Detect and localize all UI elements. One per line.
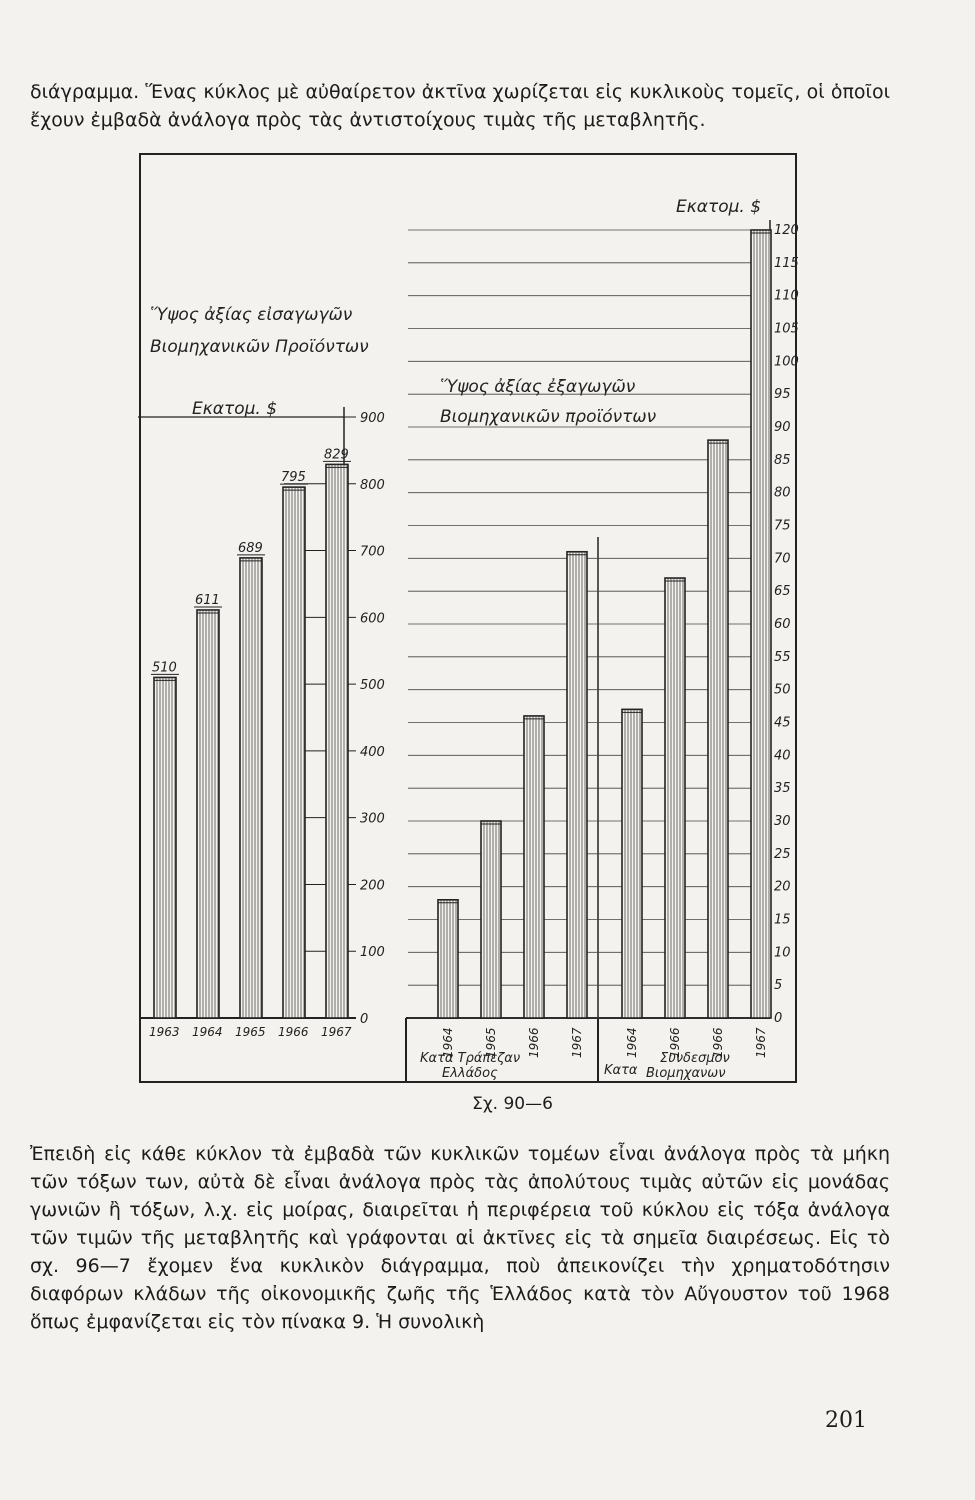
group-label-assoc-line-2: Συνδεσμον bbox=[660, 1051, 730, 1066]
import-title-line-2: Βιομηχανικῶν Προϊόντων bbox=[150, 337, 369, 357]
import-y-tick-label: 300 bbox=[360, 811, 385, 827]
export-bar bbox=[481, 821, 501, 1018]
export-y-tick-label: 40 bbox=[774, 748, 791, 764]
export-year-label: 1964 bbox=[625, 1027, 639, 1058]
import-y-tick-label: 200 bbox=[360, 878, 385, 894]
export-title-line-2: Βιομηχανικῶν προϊόντων bbox=[440, 407, 657, 427]
import-y-tick-label: 100 bbox=[360, 945, 385, 961]
export-y-tick-label: 20 bbox=[774, 879, 791, 895]
import-bar-value-label: 829 bbox=[324, 447, 349, 463]
import-bar bbox=[326, 464, 348, 1018]
import-year-label: 1967 bbox=[321, 1025, 352, 1039]
export-y-tick-label: 45 bbox=[774, 715, 791, 731]
figure-frame bbox=[140, 154, 796, 1082]
import-y-tick-label: 900 bbox=[360, 411, 385, 426]
export-unit-label: Εκατομ. $ bbox=[676, 197, 762, 217]
group-label-bank-line-1: Κατα Τράπεζαν bbox=[420, 1051, 521, 1066]
export-year-label: 1967 bbox=[754, 1027, 768, 1058]
import-y-tick-label: 0 bbox=[360, 1012, 369, 1027]
export-year-label: 1966 bbox=[527, 1027, 541, 1058]
export-y-tick-label: 30 bbox=[774, 814, 791, 829]
export-y-tick-label: 75 bbox=[774, 518, 791, 534]
export-bar bbox=[622, 709, 642, 1018]
export-bar bbox=[524, 716, 544, 1018]
export-year-label: 1967 bbox=[570, 1027, 584, 1058]
import-bar bbox=[240, 558, 262, 1018]
import-y-tick-label: 400 bbox=[360, 744, 385, 760]
import-y-tick-label: 600 bbox=[360, 611, 385, 627]
export-y-tick-label: 85 bbox=[774, 452, 791, 468]
export-bar bbox=[438, 900, 458, 1018]
export-y-tick-label: 105 bbox=[774, 321, 799, 337]
export-year-label: 1966 bbox=[711, 1027, 725, 1058]
import-year-label: 1965 bbox=[235, 1025, 266, 1039]
export-y-tick-label: 80 bbox=[774, 485, 791, 501]
import-bar bbox=[197, 610, 219, 1018]
group-label-assoc-line-3: Βιομηχανων bbox=[646, 1066, 726, 1081]
bar-chart-figure bbox=[138, 152, 838, 1091]
export-bar bbox=[751, 230, 771, 1018]
export-y-tick-label: 5 bbox=[774, 978, 783, 994]
export-y-tick-label: 15 bbox=[774, 912, 791, 928]
export-title-line-1: Ὕψος ἀξίας ἐξαγωγῶν bbox=[440, 377, 636, 397]
export-y-tick-label: 115 bbox=[774, 255, 799, 271]
export-y-tick-label: 95 bbox=[774, 387, 791, 403]
import-bar-value-label: 689 bbox=[238, 540, 263, 556]
export-y-tick-label: 70 bbox=[774, 551, 791, 567]
group-label-assoc-line-1: Κατα bbox=[604, 1063, 638, 1078]
export-y-tick-label: 90 bbox=[774, 420, 791, 435]
import-year-label: 1964 bbox=[192, 1025, 223, 1039]
export-bar bbox=[665, 578, 685, 1018]
import-bar-value-label: 795 bbox=[281, 470, 306, 486]
export-y-tick-label: 50 bbox=[774, 682, 791, 698]
import-bar bbox=[283, 487, 305, 1018]
export-y-tick-label: 60 bbox=[774, 617, 791, 632]
intro-paragraph: διάγραμμα. Ἕνας κύκλος μὲ αὐθαίρετον ἀκτῖνα χωρίζεται εἰς κυκλικοὺς τομεῖς, οἱ ὁποῖοι ἔχουν ἐμβαδὰ ἀνάλογα πρὸς τὰς ἀντιστοίχους τιμὰς τῆς μεταβλητῆς. bbox=[30, 81, 890, 131]
import-y-tick-label: 500 bbox=[360, 678, 385, 694]
export-year-label: 1964 bbox=[441, 1027, 455, 1058]
import-y-tick-label: 800 bbox=[360, 477, 385, 493]
import-bar-value-label: 611 bbox=[195, 592, 220, 608]
group-label-bank-line-2: Ελλάδος bbox=[442, 1066, 498, 1081]
import-year-label: 1963 bbox=[149, 1025, 180, 1039]
export-y-tick-label: 120 bbox=[774, 223, 799, 238]
export-y-tick-label: 100 bbox=[774, 354, 799, 370]
export-y-tick-label: 0 bbox=[774, 1011, 783, 1026]
export-bar bbox=[708, 440, 728, 1018]
export-y-tick-label: 55 bbox=[774, 649, 791, 665]
import-y-tick-label: 700 bbox=[360, 544, 385, 560]
export-y-tick-label: 110 bbox=[774, 288, 799, 304]
export-y-tick-label: 10 bbox=[774, 945, 791, 961]
export-year-label: 1966 bbox=[668, 1027, 682, 1058]
export-year-label: 1965 bbox=[484, 1027, 498, 1058]
body-paragraph: Ἐπειδὴ εἰς κάθε κύκλον τὰ ἐμβαδὰ τῶν κυκλικῶν τομέων εἶναι ἀνάλογα πρὸς τὰ μήκη τῶν τόξων των, αὐτὰ δὲ εἶναι ἀνάλογα πρὸς τὰς ἀπολύτους τιμὰς αὐτῶν εἰς μονάδας γωνιῶν ἢ τόξων, λ.χ. εἰς μοίρας, διαιρεῖται ἡ περιφέρεια τοῦ κύκλου εἰς τόξα ἀνάλογα τῶν τιμῶν τῆς μεταβλητῆς καὶ γράφονται αἱ ἀκτῖνες εἰς τὰ σημεῖα διαιρέσεως. Εἰς τὸ σχ. 96—7 ἔχομεν ἕνα κυκλικὸν διάγραμμα, ποὺ ἀπεικονίζει τὴν χρηματοδότησιν διαφόρων κλάδων τῆς οἰκονομικῆς ζωῆς τῆς Ἑλλάδος κατὰ τὸν Αὔγουστον τοῦ 1968 ὅπως ἐμφανίζεται εἰς τὸν πίνακα 9. Ἡ συνολικὴ bbox=[30, 1143, 890, 1333]
export-y-tick-label: 65 bbox=[774, 584, 791, 600]
import-unit-label: Εκατομ. $ bbox=[192, 399, 278, 419]
export-y-tick-label: 25 bbox=[774, 846, 791, 862]
export-bar bbox=[567, 552, 587, 1018]
import-year-label: 1966 bbox=[278, 1025, 309, 1039]
import-title-line-1: Ὕψος ἀξίας εἰσαγωγῶν bbox=[150, 305, 353, 325]
bar-chart-svg bbox=[138, 152, 838, 1087]
page-number: 201 bbox=[825, 1408, 867, 1433]
import-bar bbox=[154, 677, 176, 1018]
export-y-tick-label: 35 bbox=[774, 781, 791, 797]
figure-caption: Σχ. 90—6 bbox=[472, 1094, 553, 1114]
import-bar-value-label: 510 bbox=[152, 660, 177, 676]
